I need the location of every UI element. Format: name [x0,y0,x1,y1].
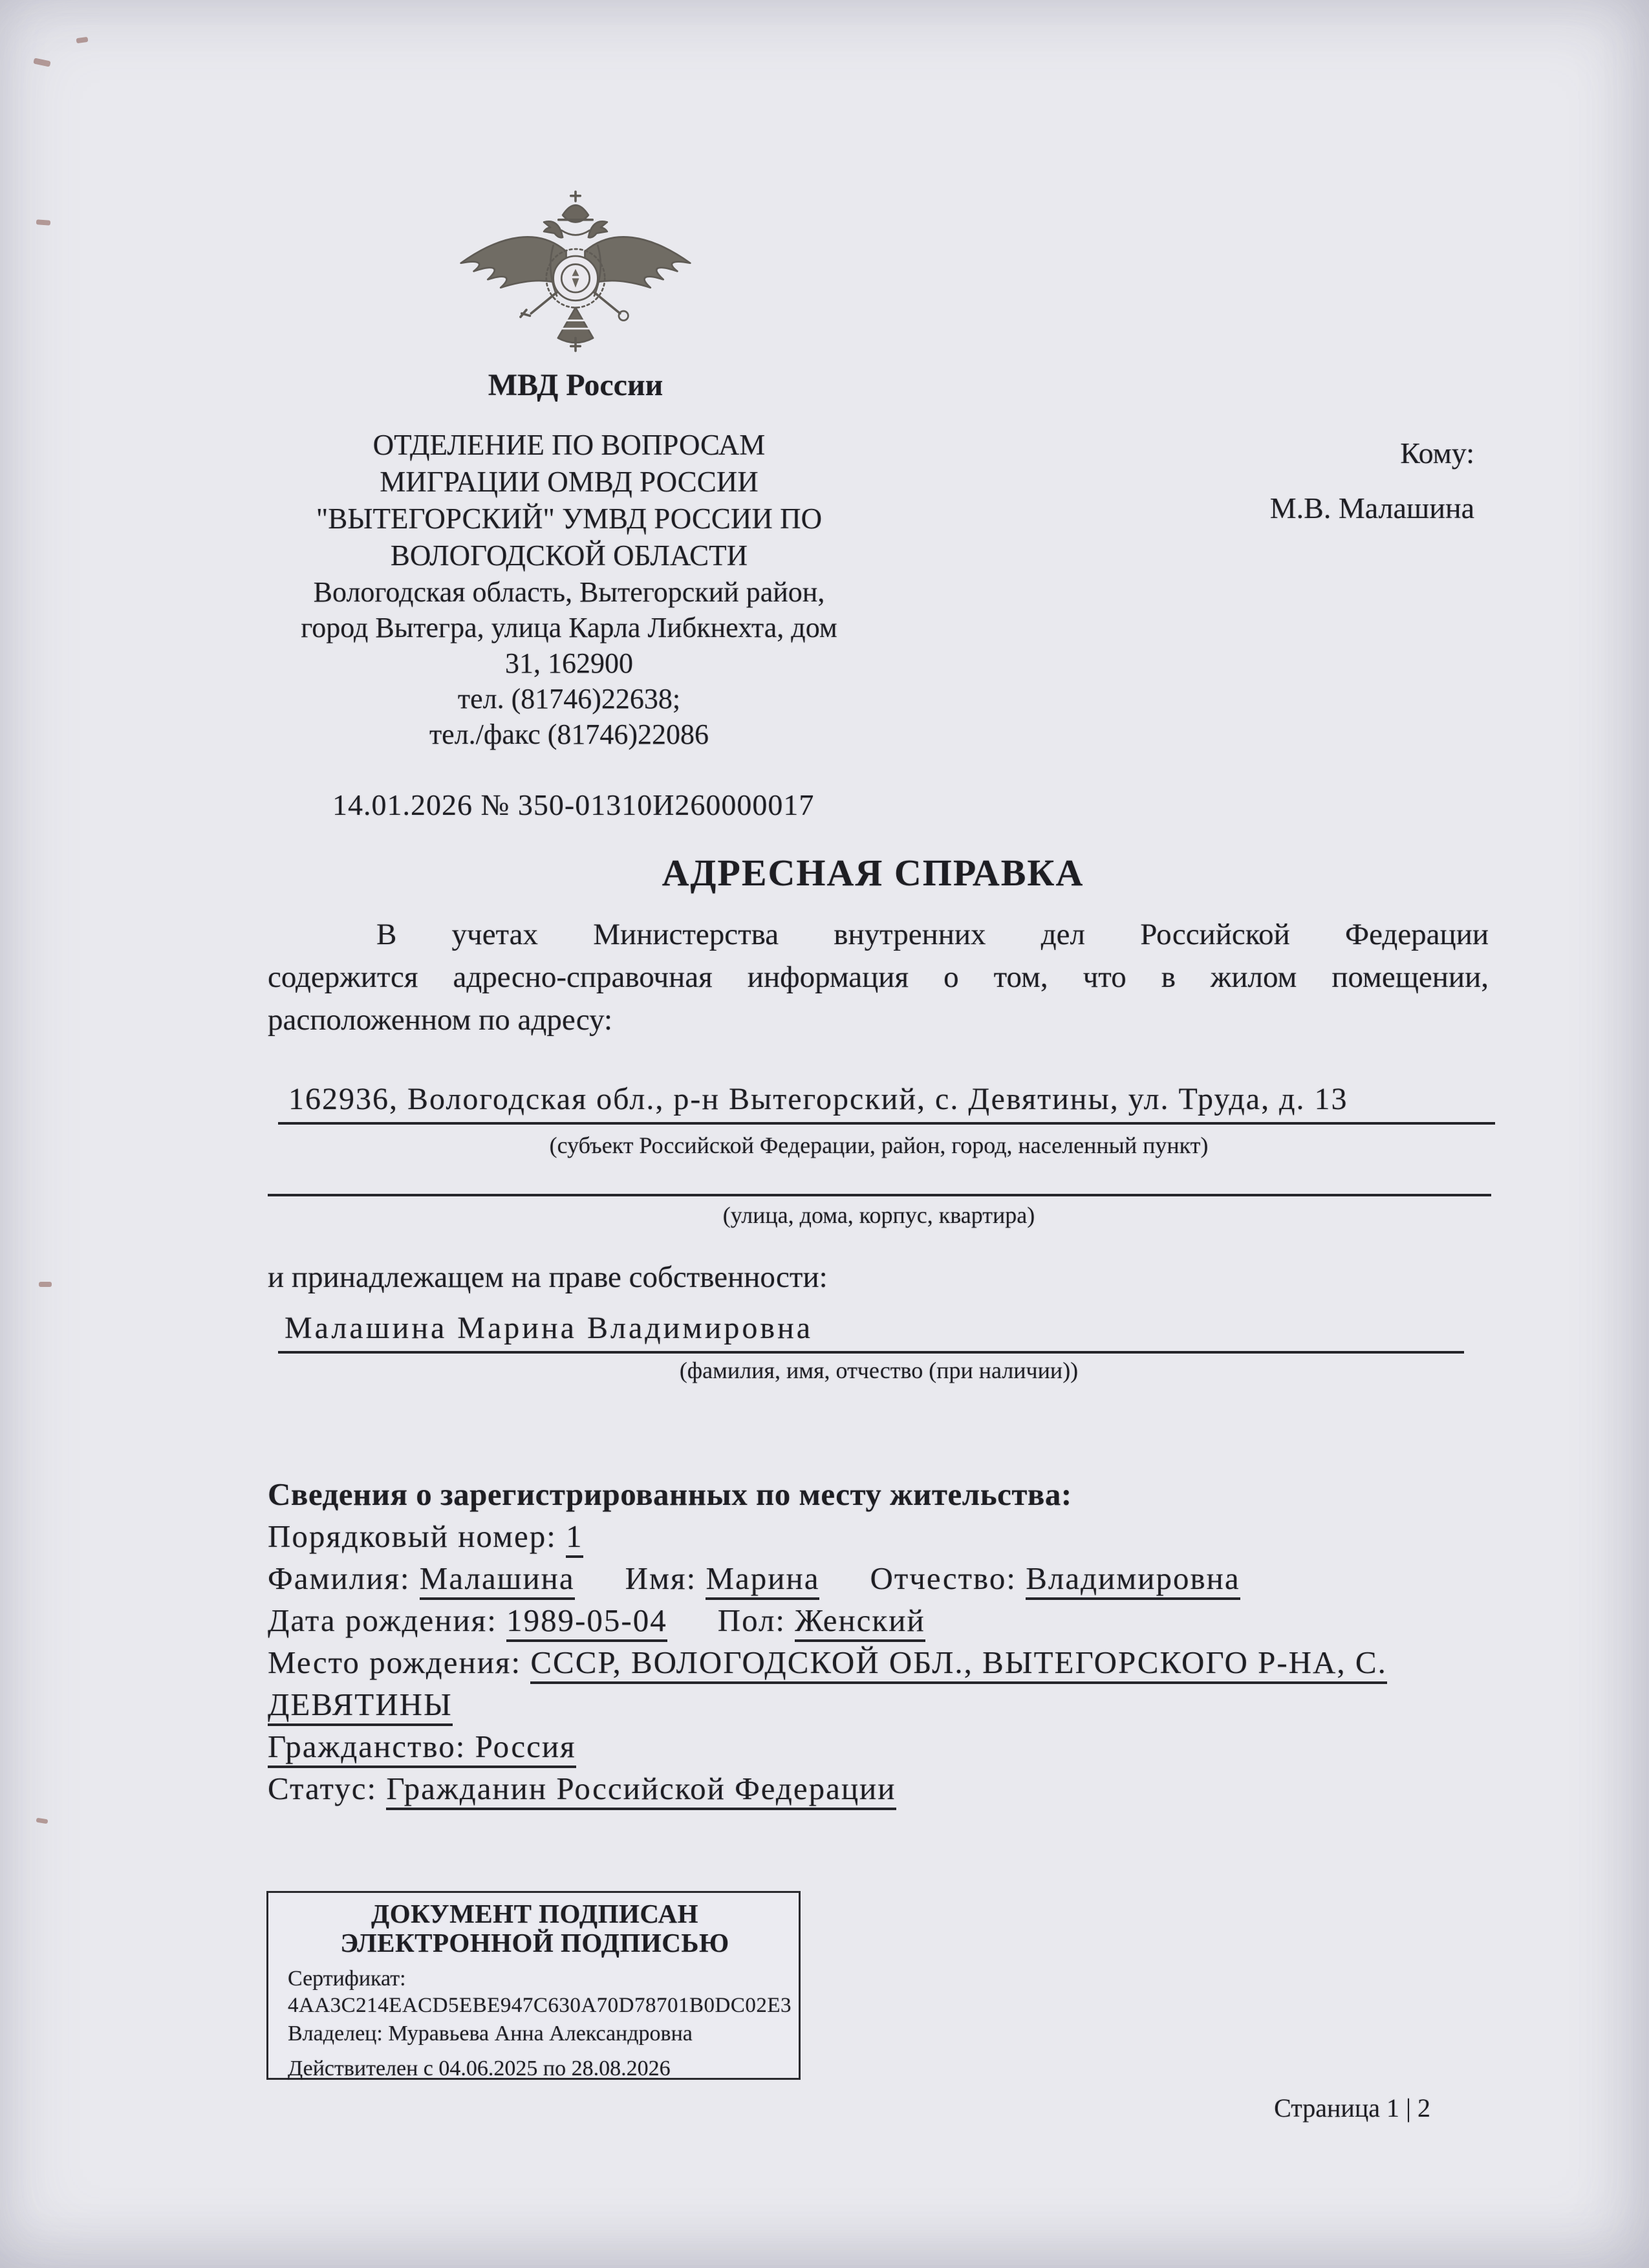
certificate-validity: Действителен с 04.06.2025 по 28.08.2026 [288,2057,671,2080]
recipient-block [1183,437,1474,524]
reference-number: 14.01.2026 № 350-01310И260000017 [332,788,815,821]
address-caption-street: (улица, дома, корпус, квартира) [722,1202,1035,1228]
intro-line: содержится адресно-справочная информация о том, что в жилом помещении, [268,960,1489,994]
office-line: "ВЫТЕГОРСКИЙ" УМВД РОССИИ ПО [316,502,823,535]
registered-row [268,1683,1509,1725]
field-value: Гражданин Российской Федерации [386,1771,896,1810]
ownership-intro: и принадлежащем на праве собственности: [268,1260,828,1294]
issuing-office-block [259,427,879,574]
address-caption-region: (субъект Российской Федерации, район, город, населенный пункт) [549,1132,1209,1158]
office-line: ОТДЕЛЕНИЕ ПО ВОПРОСАМ [372,429,766,461]
mvd-emblem [453,186,698,362]
intro-line: расположенном по адресу: [268,1003,613,1037]
double-eagle-icon [453,186,698,362]
field-label: Статус: [268,1771,387,1806]
scan-artifact [39,1282,52,1287]
office-line: ВОЛОГОДСКОЙ ОБЛАСТИ [390,539,748,572]
scan-artifact [76,37,89,43]
field-value: Малашина [420,1561,575,1600]
office-line: МИГРАЦИИ ОМВД РОССИИ [380,466,759,498]
recipient-label: Кому: [1400,437,1474,470]
field-label: Дата рождения: [268,1603,507,1638]
field-label: Пол: [717,1603,795,1638]
intro-line: В учетах Министерства внутренних дел Российской Федерации [376,918,1489,951]
registered-row [268,1767,1509,1809]
field-label: Фамилия: [268,1561,420,1596]
property-address-value: 162936, Вологодская обл., р-н Вытегорский, с. Девятины, ул. Труда, д. 13 [278,1081,1495,1125]
registered-heading: Сведения о зарегистрированных по месту жительства: [268,1476,1072,1512]
field-value: 1 [566,1518,583,1558]
owner-name-value: Малашина Марина Владимировна [278,1310,1464,1354]
recipient-name: М.В. Малашина [1269,491,1474,524]
registered-persons-section [268,1473,1509,1809]
field-value: Владимировна [1026,1561,1240,1600]
registered-row [268,1515,1509,1557]
certificate-owner: Владелец: Муравьева Анна Александровна [288,2022,693,2046]
intro-paragraph [268,913,1489,1041]
issuing-office-address [259,574,879,752]
scan-artifact [33,58,50,67]
field-value: Женский [795,1603,925,1642]
document-title: АДРЕСНАЯ СПРАВКА [662,852,1084,894]
office-address-line: тел./факс (81746)22086 [429,718,709,750]
field-label: Отчество: [870,1561,1026,1596]
digital-signature-stamp [266,1891,801,2080]
agency-name: МВД России [488,368,663,402]
field-value: ДЕВЯТИНЫ [268,1687,453,1726]
scan-artifact [36,1818,48,1824]
office-address-line: тел. (81746)22638; [457,683,681,715]
field-label: Порядковый номер: [268,1518,566,1554]
registered-row [268,1557,1509,1599]
owner-caption: (фамилия, имя, отчество (при наличии)) [679,1357,1079,1383]
certificate-label: Сертификат: [288,1967,406,1991]
page-number: Страница 1 | 2 [1274,2093,1430,2122]
certificate-value: 4AA3C214EACD5EBE947C630A70D78701B0DC02E3 [288,1994,792,2017]
field-value: СССР, ВОЛОГОДСКОЙ ОБЛ., ВЫТЕГОРСКОГО Р-НА, С. [530,1645,1387,1684]
office-address-line: 31, 162900 [505,647,633,679]
stamp-title-line: ЭЛЕКТРОННОЙ ПОДПИСЬЮ [340,1928,729,1958]
field-label: Место рождения: [268,1645,531,1680]
registered-row [268,1641,1509,1683]
field-value: 1989-05-04 [506,1603,667,1642]
scan-artifact [36,219,51,226]
field-value: Марина [706,1561,819,1600]
office-address-line: город Вытегра, улица Карла Либкнехта, дом [301,612,837,643]
registered-row [268,1599,1509,1641]
address-blank-line [268,1164,1491,1196]
field-label: Имя: [625,1561,706,1596]
stamp-title-line: ДОКУМЕНТ ПОДПИСАН [371,1899,698,1928]
registered-row [268,1725,1509,1767]
office-address-line: Вологодская область, Вытегорский район, [313,576,825,608]
field-value: Гражданство: Россия [268,1729,576,1768]
